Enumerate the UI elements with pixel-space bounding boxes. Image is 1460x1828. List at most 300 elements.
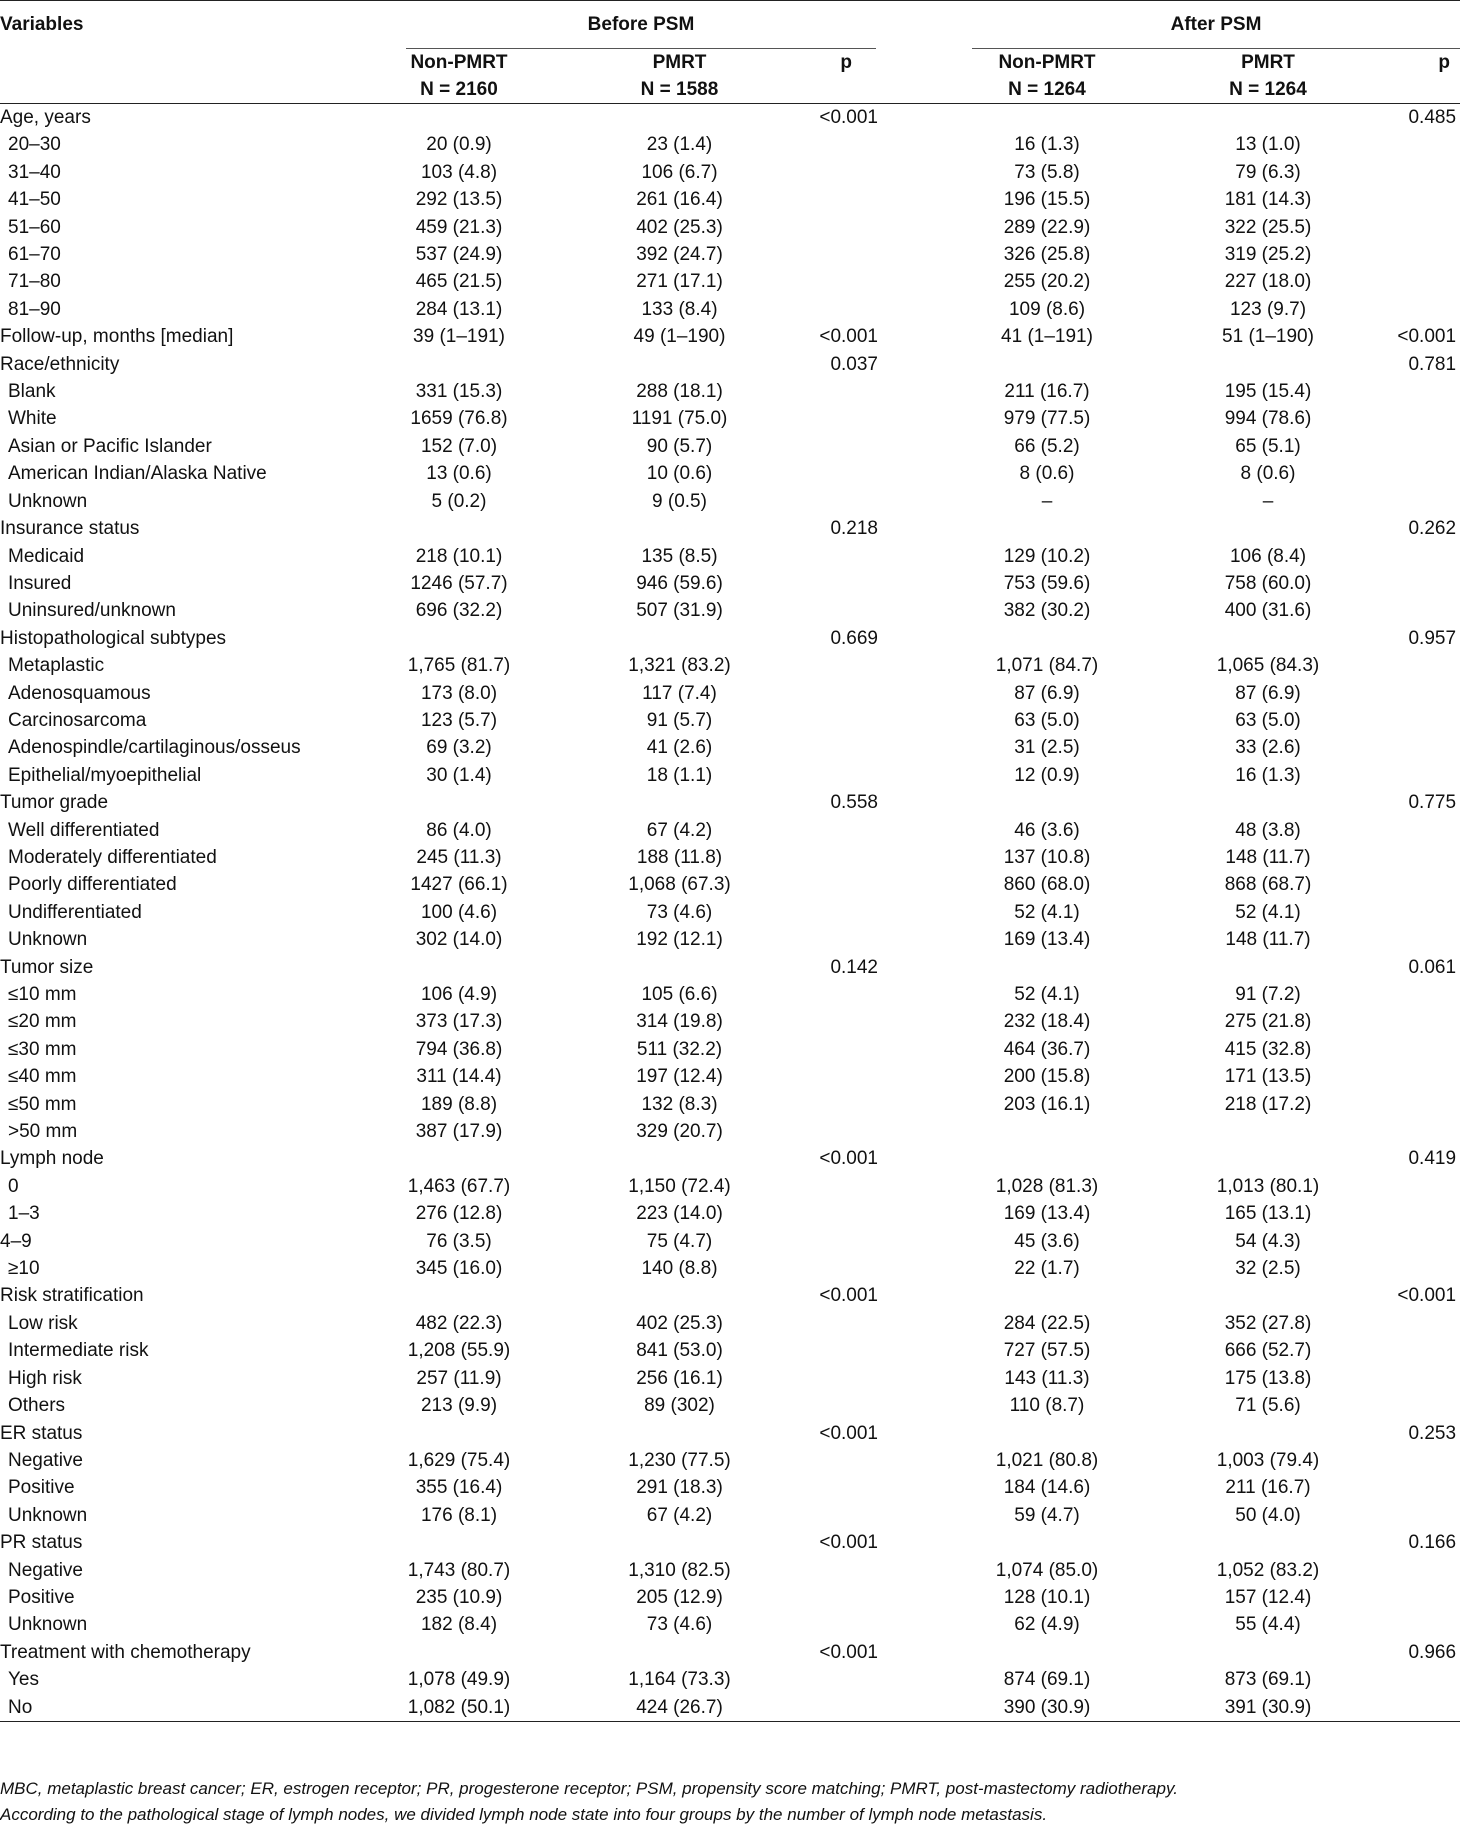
gap-cell: [882, 1584, 934, 1611]
before-pmrt-cell: 192 (12.1): [636, 929, 723, 951]
after-p-cell: [1376, 652, 1460, 679]
after-nonpmrt-cell: 87 (6.9): [1014, 682, 1080, 704]
header-gap: [882, 1, 934, 50]
table-row: [0, 214, 1460, 241]
before-pmrt-cell: [572, 1529, 787, 1556]
after-nonpmrt-cell: 22 (1.7): [1014, 1258, 1080, 1280]
after-nonpmrt-cell: 63 (5.0): [1014, 709, 1080, 731]
after-p-cell: [1376, 186, 1460, 213]
after-pmrt-cell: 91 (7.2): [1235, 984, 1301, 1005]
after-p-cell: [1376, 1666, 1460, 1693]
gap-cell: [882, 1282, 934, 1309]
table-category-row: [0, 104, 1460, 132]
row-label: Others: [8, 1395, 66, 1417]
before-p-cell: [787, 734, 882, 761]
gap-cell: [882, 433, 934, 460]
after-pmrt-cell: 175 (13.8): [1224, 1367, 1312, 1389]
after-p-cell: [1376, 1557, 1460, 1584]
after-nonpmrt-cell: 860 (68.0): [1003, 874, 1091, 896]
table-category-row: [0, 625, 1460, 652]
before-p-cell: [787, 597, 882, 624]
row-label: 71–80: [8, 271, 61, 293]
before-nonpmrt-cell: 5 (0.2): [431, 490, 487, 512]
before-pmrt-cell: 18 (1.1): [646, 764, 713, 786]
after-p-cell: [1376, 405, 1460, 432]
before-pmrt-cell: 511 (32.2): [636, 1038, 723, 1060]
before-p-cell: 0.669: [830, 627, 878, 649]
before-pmrt-cell: 1,164 (73.3): [628, 1669, 731, 1691]
footnote-abbreviations: MBC, metaplastic breast cancer; ER, estrogen receptor; PR, progesterone receptor; PSM, propensity score matching; PMRT, post-mastectomy radiotherapy.: [0, 1779, 1178, 1798]
after-nonpmrt-cell: –: [1041, 490, 1053, 512]
after-p-cell: [1376, 1173, 1460, 1200]
gap-cell: [882, 1639, 934, 1666]
before-nonpmrt-cell: 1427 (66.1): [410, 874, 508, 896]
after-p-cell: [1376, 1091, 1460, 1118]
before-p-cell: [787, 1310, 882, 1337]
row-label: PR status: [0, 1532, 83, 1554]
before-p-cell: [787, 652, 882, 679]
before-nonpmrt-cell: 189 (8.8): [420, 1093, 498, 1115]
gap-cell: [882, 734, 934, 761]
after-nonpmrt-cell: [934, 954, 1160, 981]
before-nonpmrt-cell: [346, 1282, 572, 1309]
after-nonpmrt-cell: 12 (0.9): [1014, 764, 1080, 786]
after-nonpmrt-cell: 1,028 (81.3): [995, 1175, 1099, 1197]
gap-cell: [882, 817, 934, 844]
gap-cell: [882, 1228, 934, 1255]
after-pmrt-cell: 33 (2.6): [1235, 737, 1301, 759]
before-p-cell: [787, 1365, 882, 1392]
before-pmrt-cell: 291 (18.3): [636, 1477, 723, 1499]
after-p-cell: 0.061: [1408, 956, 1457, 978]
after-pmrt-cell: 50 (4.0): [1235, 1504, 1301, 1526]
before-pmrt-cell: 73 (4.6): [646, 1614, 713, 1636]
row-label: 4–9: [0, 1230, 32, 1252]
after-pmrt-cell: 106 (8.4): [1229, 545, 1307, 567]
after-p-cell: [1376, 1118, 1460, 1145]
gap-cell: [882, 131, 934, 158]
table-category-row: [0, 323, 1460, 350]
table-category-row: [0, 1529, 1460, 1556]
before-nonpmrt-cell: [346, 1529, 572, 1556]
before-p-cell: 0.558: [830, 792, 878, 814]
after-nonpmrt-cell: 184 (14.6): [1003, 1477, 1091, 1499]
before-nonpmrt-cell: [346, 954, 572, 981]
before-pmrt-cell: [572, 625, 787, 652]
after-pmrt-cell: 165 (13.1): [1224, 1203, 1312, 1225]
gap-cell: [882, 1694, 934, 1722]
row-label: Tumor grade: [0, 792, 109, 814]
before-pmrt-cell: 89 (302): [644, 1395, 715, 1417]
gap-cell: [882, 981, 934, 1008]
table-row: [0, 1008, 1460, 1035]
gap-cell: [882, 1310, 934, 1337]
after-pmrt-cell: 148 (11.7): [1225, 846, 1311, 868]
before-nonpmrt-cell: 292 (13.5): [415, 189, 503, 211]
row-label: Histopathological subtypes: [0, 627, 227, 649]
after-pmrt-cell: 275 (21.8): [1224, 1011, 1312, 1033]
before-nonpmrt-cell: 537 (24.9): [415, 244, 503, 266]
before-p-header: [787, 49, 882, 104]
after-p-cell: [1376, 378, 1460, 405]
before-p-cell: [787, 1337, 882, 1364]
before-p-cell: [787, 1091, 882, 1118]
gap-cell: [882, 954, 934, 981]
before-p-cell: [787, 762, 882, 789]
before-pmrt-cell: 140 (8.8): [641, 1258, 718, 1280]
table-category-row: [0, 1145, 1460, 1172]
before-nonpmrt-cell: 182 (8.4): [420, 1614, 498, 1636]
before-p-cell: [787, 1036, 882, 1063]
before-p-cell: [787, 1200, 882, 1227]
table-row: [0, 1228, 1460, 1255]
gap-cell: [882, 543, 934, 570]
before-p-cell: [787, 899, 882, 926]
after-nonpmrt-cell: 31 (2.5): [1014, 737, 1080, 759]
row-label: 41–50: [8, 189, 61, 211]
after-p-cell: 0.262: [1408, 518, 1457, 540]
table-row: [0, 1502, 1460, 1529]
before-pmrt-cell: 1,310 (82.5): [628, 1559, 731, 1581]
after-pmrt-cell: 157 (12.4): [1224, 1586, 1312, 1608]
gap-cell: [882, 378, 934, 405]
after-pmrt-cell: 181 (14.3): [1224, 189, 1312, 211]
before-nonpmrt-cell: 106 (4.9): [420, 984, 498, 1005]
before-pmrt-cell: 75 (4.7): [646, 1230, 713, 1252]
after-p-cell: [1376, 1255, 1460, 1282]
footnote-lymph-node: According to the pathological stage of lymph nodes, we divided lymph node state into four groups by the number of lymph node metastasis.: [0, 1805, 1048, 1824]
table-row: [0, 926, 1460, 953]
before-p-cell: <0.001: [819, 326, 878, 348]
row-label: Undifferentiated: [8, 901, 142, 923]
after-p-cell: [1376, 871, 1460, 898]
after-pmrt-cell: –: [1262, 490, 1274, 512]
before-nonpmrt-cell: 482 (22.3): [415, 1312, 503, 1334]
after-nonpmrt-label: Non-PMRT: [998, 52, 1096, 73]
table-row: [0, 1337, 1460, 1364]
row-label: Adenospindle/cartilaginous/osseus: [8, 737, 301, 759]
after-pmrt-cell: [1160, 104, 1376, 132]
after-pmrt-cell: 415 (32.8): [1224, 1038, 1312, 1060]
after-pmrt-cell: [1160, 1639, 1376, 1666]
before-nonpmrt-cell: [346, 1145, 572, 1172]
table-row: [0, 186, 1460, 213]
after-pmrt-cell: 1,013 (80.1): [1216, 1175, 1320, 1197]
before-nonpmrt-cell: 696 (32.2): [415, 600, 503, 622]
header-group-row: [0, 1, 1460, 50]
variables-header: Variables: [0, 14, 84, 35]
before-pmrt-cell: 106 (6.7): [641, 161, 718, 183]
before-pmrt-cell: 256 (16.1): [636, 1367, 723, 1389]
after-p-cell: <0.001: [1397, 326, 1457, 348]
before-pmrt-cell: 41 (2.6): [646, 737, 713, 759]
after-p-cell: [1376, 899, 1460, 926]
before-nonpmrt-cell: 76 (3.5): [426, 1230, 492, 1252]
before-pmrt-cell: [572, 789, 787, 816]
before-pmrt-cell: 67 (4.2): [646, 1504, 713, 1526]
table-category-row: [0, 1420, 1460, 1447]
before-p-cell: <0.001: [819, 1641, 878, 1663]
before-p-cell: <0.001: [819, 1285, 878, 1307]
row-label: Negative: [8, 1559, 83, 1581]
row-label: Unknown: [8, 1614, 88, 1636]
after-pmrt-cell: 994 (78.6): [1224, 408, 1312, 430]
after-nonpmrt-cell: 464 (36.7): [1003, 1038, 1091, 1060]
gap-cell: [882, 296, 934, 323]
after-p-cell: [1376, 1584, 1460, 1611]
table-row: [0, 1255, 1460, 1282]
before-p-cell: [787, 488, 882, 515]
row-label: Positive: [8, 1477, 75, 1499]
after-nonpmrt-cell: 129 (10.2): [1003, 545, 1091, 567]
table-row: [0, 734, 1460, 761]
gap-cell: [882, 871, 934, 898]
before-nonpmrt-cell: 257 (11.9): [416, 1367, 502, 1389]
after-nonpmrt-cell: 232 (18.4): [1003, 1011, 1091, 1033]
row-label: ≤40 mm: [8, 1066, 77, 1088]
gap-cell: [882, 515, 934, 542]
before-nonpmrt-cell: 1,078 (49.9): [407, 1669, 511, 1691]
before-nonpmrt-cell: 235 (10.9): [415, 1586, 503, 1608]
before-psm-label: Before PSM: [406, 2, 876, 49]
after-pmrt-cell: 51 (1–190): [1222, 326, 1314, 348]
row-label: No: [0, 1694, 346, 1722]
row-label: Blank: [8, 381, 56, 403]
before-nonpmrt-cell: 39 (1–191): [413, 326, 505, 348]
after-p-cell: 0.781: [1408, 353, 1457, 375]
before-pmrt-cell: 117 (7.4): [642, 682, 717, 704]
header-gap-2: [882, 49, 934, 104]
table-row: [0, 1557, 1460, 1584]
table-row: [0, 871, 1460, 898]
after-psm-header: [934, 1, 1460, 50]
row-label: ≤30 mm: [8, 1038, 77, 1060]
before-nonpmrt-cell: 123 (5.7): [420, 709, 498, 731]
table-row: [0, 1173, 1460, 1200]
after-nonpmrt-cell: 196 (15.5): [1003, 189, 1091, 211]
table-row: [0, 1036, 1460, 1063]
after-pmrt-cell: [1160, 789, 1376, 816]
before-pmrt-cell: 91 (5.7): [646, 709, 713, 731]
after-nonpmrt-cell: [934, 1529, 1160, 1556]
before-p-cell: [787, 296, 882, 323]
after-pmrt-cell: 758 (60.0): [1224, 572, 1312, 594]
before-p-cell: [787, 1173, 882, 1200]
table-row: [0, 1611, 1460, 1638]
before-pmrt-n: N = 1588: [640, 79, 719, 100]
after-nonpmrt-cell: 753 (59.6): [1003, 572, 1091, 594]
before-pmrt-cell: 1,068 (67.3): [628, 874, 731, 896]
row-label: Adenosquamous: [8, 682, 151, 704]
gap-cell: [882, 1420, 934, 1447]
after-p-cell: [1376, 570, 1460, 597]
before-pmrt-cell: 314 (19.8): [636, 1011, 723, 1033]
gap-cell: [882, 1036, 934, 1063]
after-p-cell: [1376, 1611, 1460, 1638]
after-nonpmrt-cell: [934, 789, 1160, 816]
after-nonpmrt-cell: 169 (13.4): [1003, 929, 1091, 951]
gap-cell: [882, 1529, 934, 1556]
gap-cell: [882, 1502, 934, 1529]
gap-cell: [882, 1145, 934, 1172]
after-p-cell: [1376, 241, 1460, 268]
before-pmrt-cell: 23 (1.4): [646, 134, 713, 156]
after-nonpmrt-cell: 1,074 (85.0): [995, 1559, 1099, 1581]
row-label: Tumor size: [0, 956, 94, 978]
before-p-cell: [787, 1584, 882, 1611]
gap-cell: [882, 488, 934, 515]
after-pmrt-cell: [1160, 1529, 1376, 1556]
before-nonpmrt-cell: 331 (15.3): [415, 381, 503, 403]
after-nonpmrt-cell: [934, 1145, 1160, 1172]
row-label: Positive: [8, 1586, 75, 1608]
before-pmrt-cell: 946 (59.6): [636, 572, 723, 594]
before-nonpmrt-cell: 1,629 (75.4): [407, 1449, 511, 1471]
before-p-cell: 0.218: [830, 518, 878, 540]
before-pmrt-cell: [572, 954, 787, 981]
before-p-cell: [787, 433, 882, 460]
after-pmrt-cell: 666 (52.7): [1224, 1340, 1312, 1362]
table-row: [0, 680, 1460, 707]
table-row: [0, 488, 1460, 515]
before-nonpmrt-cell: 465 (21.5): [415, 271, 503, 293]
after-p-cell: [1376, 926, 1460, 953]
before-pmrt-cell: 424 (26.7): [572, 1694, 787, 1722]
after-p-cell: [1376, 844, 1460, 871]
before-p-cell: [787, 1118, 882, 1145]
before-p-cell: [787, 460, 882, 487]
after-pmrt-cell: 48 (3.8): [1235, 819, 1301, 841]
before-p-cell: [787, 817, 882, 844]
table-row: [0, 652, 1460, 679]
after-nonpmrt-n: N = 1264: [1008, 79, 1086, 100]
after-nonpmrt-cell: [934, 1639, 1160, 1666]
after-pmrt-cell: [1160, 351, 1376, 378]
after-pmrt-cell: [1160, 1145, 1376, 1172]
before-p-cell: [787, 1255, 882, 1282]
gap-cell: [882, 1337, 934, 1364]
row-label: Unknown: [8, 1504, 88, 1526]
gap-cell: [882, 1557, 934, 1584]
gap-cell: [882, 1365, 934, 1392]
table-row: [0, 762, 1460, 789]
gap-cell: [882, 1091, 934, 1118]
before-pmrt-cell: 135 (8.5): [641, 545, 718, 567]
after-nonpmrt-cell: 727 (57.5): [1003, 1340, 1091, 1362]
gap-cell: [882, 351, 934, 378]
before-nonpmrt-cell: 86 (4.0): [426, 819, 492, 841]
after-nonpmrt-cell: 73 (5.8): [1014, 161, 1080, 183]
gap-cell: [882, 597, 934, 624]
row-label: Negative: [8, 1449, 83, 1471]
row-label: Asian or Pacific Islander: [8, 435, 212, 457]
before-nonpmrt-cell: 173 (8.0): [420, 682, 498, 704]
before-pmrt-cell: 49 (1–190): [633, 326, 726, 348]
gap-cell: [882, 104, 934, 132]
after-nonpmrt-cell: [934, 351, 1160, 378]
after-p-cell: [1376, 707, 1460, 734]
header-empty: [0, 49, 346, 104]
row-label: Insurance status: [0, 518, 140, 540]
table-row: [0, 597, 1460, 624]
before-nonpmrt-cell: 276 (12.8): [415, 1203, 503, 1225]
before-nonpmrt-cell: 302 (14.0): [415, 929, 503, 951]
before-nonpmrt-cell: 794 (36.8): [415, 1038, 503, 1060]
before-p-cell: [787, 680, 882, 707]
table-category-row: [0, 789, 1460, 816]
after-pmrt-cell: 13 (1.0): [1235, 134, 1301, 156]
after-pmrt-cell: 148 (11.7): [1225, 929, 1311, 951]
before-nonpmrt-n: N = 2160: [420, 79, 498, 100]
after-pmrt-cell: 63 (5.0): [1235, 709, 1301, 731]
after-pmrt-cell: 218 (17.2): [1224, 1093, 1312, 1115]
after-nonpmrt-cell: [934, 1420, 1160, 1447]
gap-cell: [882, 460, 934, 487]
before-p-cell: [787, 159, 882, 186]
row-label: Lymph node: [0, 1148, 104, 1170]
after-nonpmrt-cell: 16 (1.3): [1014, 134, 1080, 156]
gap-cell: [882, 268, 934, 295]
before-pmrt-cell: [572, 1420, 787, 1447]
row-label: White: [8, 408, 57, 430]
row-label: Metaplastic: [8, 655, 105, 677]
before-pmrt-cell: 197 (12.4): [636, 1066, 723, 1088]
after-nonpmrt-cell: 66 (5.2): [1014, 435, 1080, 457]
row-label: Unknown: [8, 490, 88, 512]
after-nonpmrt-cell: [934, 104, 1160, 132]
gap-cell: [882, 844, 934, 871]
before-p-cell: [787, 1557, 882, 1584]
header-columns-row: [0, 49, 1460, 104]
after-pmrt-label: PMRT: [1241, 52, 1295, 73]
before-p-cell: [787, 1611, 882, 1638]
before-p-cell: [787, 214, 882, 241]
before-nonpmrt-cell: [346, 351, 572, 378]
after-pmrt-cell: [1160, 515, 1376, 542]
table-row: [0, 1063, 1460, 1090]
after-nonpmrt-cell: 203 (16.1): [1003, 1093, 1091, 1115]
before-p-cell: [787, 1666, 882, 1693]
before-nonpmrt-cell: [346, 104, 572, 132]
gap-cell: [882, 1255, 934, 1282]
gap-cell: [882, 1392, 934, 1419]
before-p-cell: [787, 131, 882, 158]
before-pmrt-cell: 188 (11.8): [636, 846, 723, 868]
table-row: [0, 1474, 1460, 1501]
row-label: Unknown: [8, 929, 88, 951]
table-row: [0, 844, 1460, 871]
before-nonpmrt-cell: 373 (17.3): [415, 1011, 503, 1033]
table-row: [0, 1584, 1460, 1611]
after-p-cell: [1376, 1008, 1460, 1035]
table-row: [0, 981, 1460, 1008]
before-p-cell: <0.001: [819, 1148, 878, 1170]
table-row: [0, 1694, 1460, 1722]
after-pmrt-cell: 54 (4.3): [1235, 1230, 1301, 1252]
row-label: Epithelial/myoepithelial: [8, 764, 202, 786]
before-nonpmrt-cell: 1246 (57.7): [410, 572, 508, 594]
before-p-cell: [787, 378, 882, 405]
after-nonpmrt-cell: 143 (11.3): [1004, 1367, 1090, 1389]
table-row: [0, 570, 1460, 597]
before-p-cell: [787, 1228, 882, 1255]
before-pmrt-cell: 73 (4.6): [646, 901, 713, 923]
gap-cell: [882, 1200, 934, 1227]
table-category-row: [0, 351, 1460, 378]
after-nonpmrt-cell: 8 (0.6): [1019, 463, 1075, 485]
row-label: Medicaid: [8, 545, 85, 567]
before-nonpmrt-cell: 459 (21.3): [415, 216, 503, 238]
